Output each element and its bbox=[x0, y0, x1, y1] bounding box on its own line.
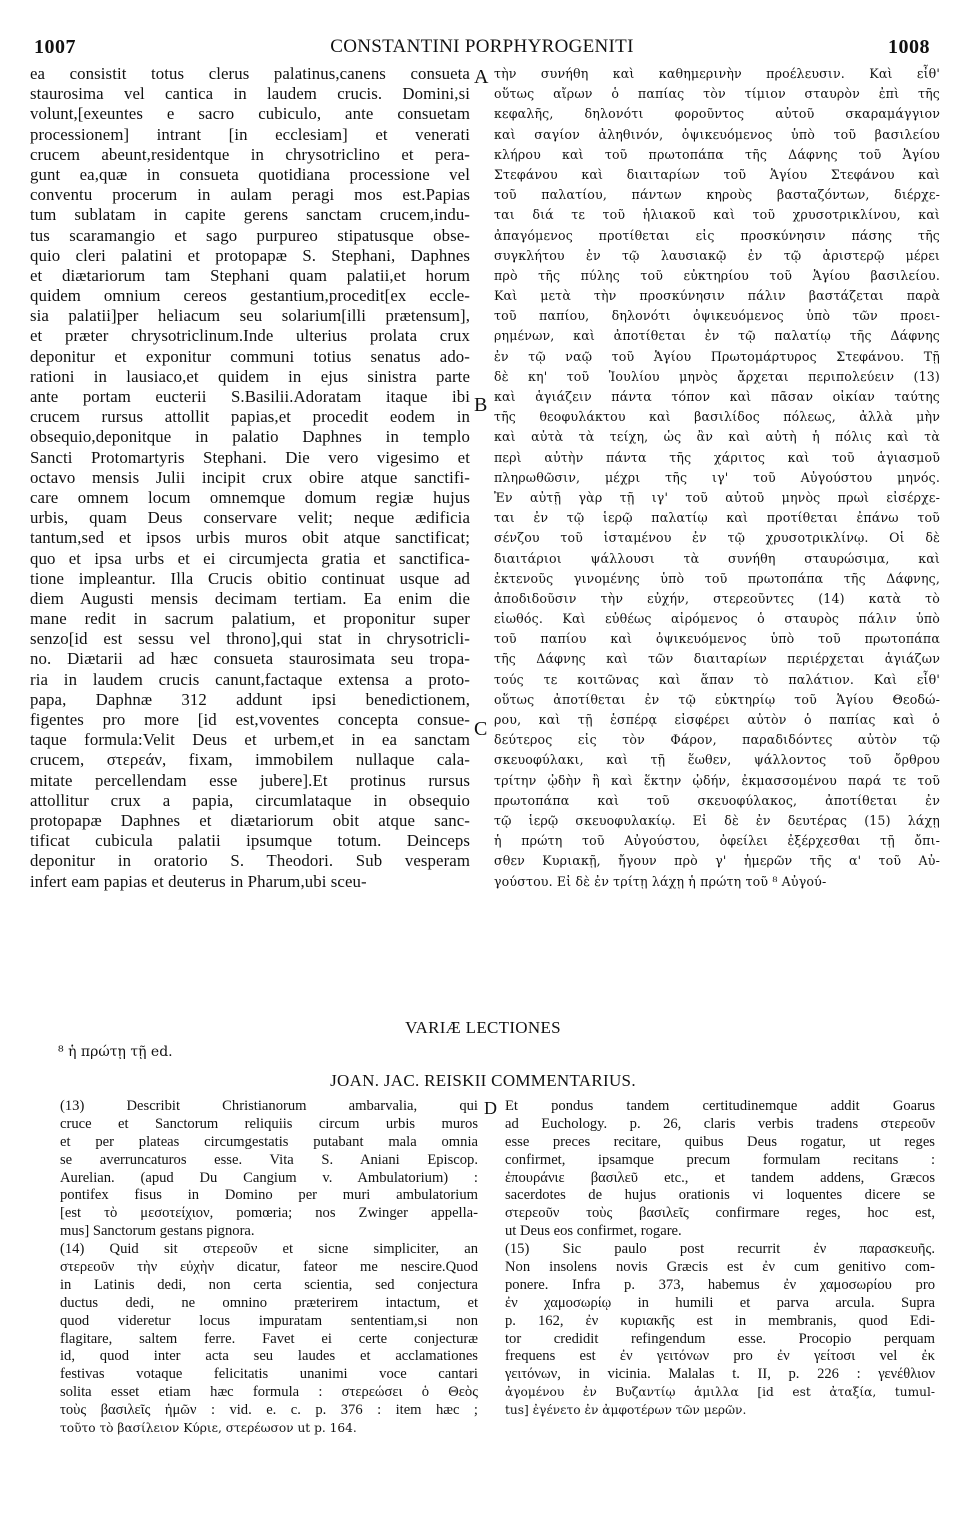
text-line: κλήρου καὶ τοῦ πρωτοπάπα τῆς Δάφνης τοῦ Ἁγίου bbox=[494, 146, 940, 162]
text-line: τρίτην ᾠδὴν ἢ καὶ ἕκτην ᾠδήν, ἐκμασσομένου παρά τε τοῦ bbox=[494, 772, 940, 788]
text-line: tificat cubicula palatii ipsumque totum. Deinceps bbox=[30, 831, 470, 851]
text-line: συγκλήτου ἐν τῷ λαυσιακῷ ἐν τῷ ἀριστερῷ μέρει bbox=[494, 247, 940, 263]
text-line: quo et ipsa urbs et ei circumjecta gratia et sanctifica- bbox=[30, 548, 470, 568]
text-line: δεύτερος εἰς τὸν Φάρον, παραδιδόντες αὐτὸν τῷ bbox=[494, 732, 940, 748]
text-line: καὶ σαγίον ἀληθινόν, ὀψικευόμενος ὑπὸ τοῦ βασιλείου bbox=[494, 126, 940, 142]
text-line: senzo[id est sessu vel throno],qui stat in chrysotricli- bbox=[30, 629, 470, 649]
latin-column bbox=[30, 64, 470, 892]
text-line: δὲ κη' τοῦ Ἰουλίου μηνὸς ἄρχεται περιπολεύειν (13) bbox=[494, 368, 940, 384]
text-line: et diætariorum tam Stephani quam palatii,et horum bbox=[30, 265, 470, 285]
text-line: urbis, quam Deus conservare velit; neque ædificia bbox=[30, 508, 470, 528]
text-line: mitate percellendam esse jubere].Et protinus rursus bbox=[30, 770, 470, 790]
text-line: flagitare, saltem ferre. Favet ei certe conjecturæ bbox=[60, 1330, 478, 1347]
text-line: τοῦ παλατίου, πάντων κηροὺς βασταζόντων, διέρχε- bbox=[494, 187, 940, 203]
text-line: in Latinis dedi, non certa scientia, sed conjectura bbox=[60, 1276, 478, 1293]
text-line: deponitur et exponitur communi totius senatus ado- bbox=[30, 346, 470, 366]
text-line: protopapæ Daphnes et diætariorum obit atque sanc- bbox=[30, 810, 470, 830]
text-line: ρημένων, καὶ ἀποτίθεται ἐν τῷ παλατίῳ τῆς Δάφνης bbox=[494, 328, 940, 344]
text-line: τοὺς βασιλεῖς ἡμῶν : vid. e. c. p. 376 : item hæc ; bbox=[60, 1402, 478, 1419]
text-line: ρου, καὶ τῇ ἑσπέρᾳ εἰσφέρει αὐτὸν ὁ παπίας καὶ ὁ bbox=[494, 712, 940, 727]
text-line: πρὸ τῆς πύλης τοῦ εὐκτηρίου τοῦ Ἁγίου βασιλείου. bbox=[494, 267, 940, 283]
text-line: Et pondus tandem certitudinemque addit Goarus bbox=[505, 1098, 935, 1114]
text-line: γούστου. Εἰ δὲ ἐν τρίτῃ λάχῃ ἡ πρώτη τοῦ ⁸ Αὐγού- bbox=[494, 873, 827, 889]
text-line: processionem] intrant [in ecclesiam] et venerati bbox=[30, 124, 470, 144]
text-line: confirmet, ipsamque precum formulam recitans : bbox=[505, 1151, 935, 1168]
text-line: et præter chrysotriclinum.Inde ulterius prolata crux bbox=[30, 326, 470, 346]
page-number-right: 1008 bbox=[888, 36, 930, 58]
text-line: gunt ea,quæ in consueta quotidiana processione vel bbox=[30, 164, 470, 184]
text-line: ea consistit totus clerus palatinus,canens consueta bbox=[30, 64, 470, 83]
text-line: ἐν τῷ ναῷ τοῦ Ἁγίου Πρωτομάρτυρος Στεφάνου. Τῇ bbox=[494, 348, 940, 364]
text-line: ἐν χαμοσωρίῳ in humili et parva arcula. Supra bbox=[505, 1294, 935, 1311]
text-line: (14) Quid sit στερεοῦν et sicne simpliciter, an bbox=[60, 1241, 478, 1258]
text-line: quio cleri palatini et protopapæ S. Stephani, Daphnes bbox=[30, 245, 470, 265]
text-line: καὶ ἁγιάζειν πάντα τόπον καὶ πᾶσαν οἰκίαν ταύτης bbox=[494, 389, 940, 404]
text-line: id, quod inter acta seu laudes et acclamationes bbox=[60, 1348, 478, 1365]
text-line: p. 162, ἐν κυριακῆς est in membranis, quod Edi- bbox=[505, 1312, 935, 1329]
text-line: τὴν συνήθη καὶ καθημερινὴν προέλευσιν. Καὶ εἶθ' bbox=[494, 66, 940, 81]
text-line: no. Diætarii ad hæc consueta staurosimata seu tropa- bbox=[30, 649, 470, 669]
text-line: ante portam eucterii S.Basilii.Adoratam itaque ibi bbox=[30, 387, 470, 406]
text-line: Στεφάνου καὶ διαιταρίων τοῦ Ἁγίου Στεφάνου καὶ bbox=[494, 166, 940, 182]
text-line: ἐπουράνιε βασιλεῦ etc., et tandem addens, Græcos bbox=[505, 1169, 935, 1186]
text-line: diem Augusti mensis decimam tertiam. Ea enim die bbox=[30, 588, 470, 608]
text-line: staurosima vel cantica in laudem crucis. Domini,si bbox=[30, 84, 470, 104]
text-line: Sancti Protomartyris Stephani. Die vero vigesimo et bbox=[30, 447, 470, 467]
text-line: [est τὸ μεσοτείχιον, pomœria; nos Zwinger appella- bbox=[60, 1205, 478, 1222]
text-line: στερεοῦν τὴν εὐχὴν dicatur, fateor me nescire.Quod bbox=[60, 1259, 478, 1276]
text-line: πρωτοπάπα καὶ τοῦ σκευοφύλακος, ἀποτίθεται ἐν bbox=[494, 792, 940, 808]
text-line: papa, Daphnæ 312 addunt ipsi benedictionem, bbox=[30, 689, 470, 709]
text-line: festivas votaque felicitatis unanimi voce cantari bbox=[60, 1366, 478, 1383]
text-line: ἡ πρώτη τοῦ Αὐγούστου, ὀφείλει ἐξέρχεσθαι τῇ ὄπι- bbox=[494, 833, 940, 849]
text-line: τοῦ παπίου καὶ ὀψικευόμενος ὑπὸ τοῦ πρωτοπάπα bbox=[494, 631, 940, 647]
text-line: πληρωθῶσιν, μέχρι τῆς ιγ' τοῦ Αὐγούστου μηνός. bbox=[494, 469, 940, 485]
commentary-title: JOAN. JAC. REISKII COMMENTARIUS. bbox=[330, 1071, 636, 1090]
text-line: infert eam papias et deuterus in Pharum,ubi sceu- bbox=[30, 871, 367, 891]
text-line: attollitur crux a papia, circumlataque in obsequio bbox=[30, 790, 470, 810]
text-line: Aurelian. (apud Du Cangium v. Ambulatorium) : bbox=[60, 1169, 478, 1186]
text-line: tus] ἐγένετο ἐν ἀμφοτέρων τῶν μερῶν. bbox=[505, 1403, 747, 1418]
text-line: taque formula:Velit Deus et urbem,et in ea sanctam bbox=[30, 730, 470, 750]
text-line: σένζου τοῦ ἱσταμένου ἐν τῷ χρυσοτρικλίνῳ. Οἱ δὲ bbox=[494, 530, 940, 546]
text-line: καὶ αὐτὰ τὰ τείχη, ὡς ἂν καὶ αὐτὴ ἡ πόλις καὶ τὰ bbox=[494, 429, 940, 445]
text-line: mane redit in sacrum palatium, et proponitur super bbox=[30, 609, 470, 629]
text-line: quidem omnium cereos gestantium,procedit[ex eccle- bbox=[30, 286, 470, 306]
text-line: solita esset etiam hæc formula : στερεώσει ὁ Θεὸς bbox=[60, 1384, 478, 1401]
text-line: ad Euchology. p. 26, claris verbis tradens στερεοῦν bbox=[505, 1115, 935, 1132]
section-marker-d: D bbox=[484, 1098, 497, 1118]
running-title: CONSTANTINI PORPHYROGENITI bbox=[330, 36, 634, 57]
text-line: οὕτως αἴρων ὁ παπίας τὸν τίμιον σταυρὸν ἐπὶ τῆς bbox=[494, 86, 940, 102]
text-line: ductus dedi, ne omnino præterirem intactum, et bbox=[60, 1294, 478, 1311]
text-line: ἀγομένου ἐν Βυζαντίῳ ἁμιλλα [id est ἀταξία, tumul- bbox=[505, 1385, 935, 1400]
text-line: tantum,sed et ipsos urbis muros obit atque sanctificat; bbox=[30, 528, 470, 548]
text-line: διαιτάριοι ψάλλουσι τὰ συνήθη σταυρώσιμα, καὶ bbox=[494, 550, 940, 566]
text-line: obsequio,deponitque in palatio Daphnes in templo bbox=[30, 427, 470, 447]
text-line: conventu procerum in aulam peragi mos est.Papias bbox=[30, 185, 470, 205]
variae-lectiones-title: VARIÆ LECTIONES bbox=[405, 1018, 561, 1037]
text-line: ται διά τε τοῦ ἡλιακοῦ καὶ τοῦ χρυσοτρικλίνου, καὶ bbox=[494, 207, 940, 223]
text-line: crucem abeunt,residentque in chrysotriclino et pera- bbox=[30, 144, 470, 164]
text-line: εἰωθός. Καὶ εὐθέως αἰρόμενος ὁ σταυρὸς πάλιν ὑπὸ bbox=[494, 611, 940, 627]
page-number-left: 1007 bbox=[34, 36, 76, 58]
text-line: tione impleantur. Illa Crucis obitio continuat usque ad bbox=[30, 568, 470, 588]
text-line: ται ἐν τῷ ἱερῷ παλατίῳ καὶ προτίθεται ἐπάνω τοῦ bbox=[494, 510, 940, 526]
text-line: esse preces recitare, quibus Deus rogatur, ut reges bbox=[505, 1133, 935, 1150]
text-line: quod videretur locus impuratam sententiam,si non bbox=[60, 1312, 478, 1329]
text-line: στερεοῦν τοὺς βασιλεῖς confirmare reges, hoc est, bbox=[505, 1205, 935, 1222]
text-line: περὶ αὐτὴν πάντα τῆς χάριτος καὶ τοῦ ἁγιασμοῦ bbox=[494, 449, 940, 465]
text-line: Καὶ μετὰ τὴν προσκύνησιν πάλιν βαστάζεται παρὰ bbox=[494, 288, 940, 304]
variae-lectiones-note: ⁸ ἡ πρώτῃ τῇ ed. bbox=[58, 1044, 173, 1060]
text-line: ἀπαγόμενος προτίθεται εἰς προσκύνησιν πάσης τῆς bbox=[494, 227, 940, 243]
text-line: tum sublatam in capite gerens sanctam crucem,indu- bbox=[30, 205, 470, 225]
text-line: τῆς Δάφνης καὶ τῶν διαιταρίων περιέρχεται ἁγιάζων bbox=[494, 651, 940, 667]
section-marker-b: B bbox=[474, 394, 488, 416]
section-marker-a: A bbox=[474, 66, 489, 88]
commentary-left-column bbox=[60, 1098, 478, 1438]
text-line: σκευοφύλακι, καὶ τῇ ἕωθεν, ψάλλοντος τοῦ ὄρθρου bbox=[494, 752, 940, 768]
text-line: sia palatii]per heliacum seu solarium[illi prætensum], bbox=[30, 306, 470, 326]
text-line: rationi in lausiaco,et quidem in ejus sinistra parte bbox=[30, 366, 470, 386]
text-line: (15) Sic paulo post recurrit ἐν παρασκευῆς. bbox=[505, 1241, 935, 1258]
commentary-right-column bbox=[505, 1098, 935, 1420]
text-line: κεφαλῆς, δηλονότι φοροῦντος αὐτοῦ σκαραμάγγιον bbox=[494, 106, 940, 122]
text-line: Non insolens novis Græcis est ἐν cum genitivo com- bbox=[505, 1259, 935, 1276]
text-line: Ἐν αὐτῇ γὰρ τῇ ιγ' τοῦ αὐτοῦ μηνὸς πρωὶ εἰσέρχε- bbox=[494, 489, 940, 505]
text-line: ἐκτενοῦς γινομένης ὑπὸ τοῦ πρωτοπάπα τῆς Δάφνης, bbox=[494, 570, 940, 586]
text-line: volunt,[exeuntes e sacro cubiculo, ante consuetam bbox=[30, 104, 470, 124]
text-line: frequens est ἐν γειτόνων pro ἐν γείτοσι vel ἐκ bbox=[505, 1348, 935, 1365]
text-line: tor credidit refingendum esse. Procopio perquam bbox=[505, 1330, 935, 1347]
text-line: γειτόνων, in vicinia. Malalas t. II, p. 226 : γενέθλιον bbox=[505, 1366, 935, 1383]
text-line: τῷ ἱερῷ σκευοφυλακίῳ. Εἰ δὲ ἐν δευτέρας (15) λάχῃ bbox=[494, 812, 940, 828]
page-header bbox=[34, 36, 930, 60]
text-line: ponere. Infra p. 373, habemus ἐν χαμοσωρίου pro bbox=[505, 1276, 935, 1293]
section-marker-c: C bbox=[474, 718, 488, 740]
text-line: cruce et Sanctorum reliquiis circum urbis muros bbox=[60, 1115, 478, 1132]
text-line: deponitur in oratorio S. Theodori. Sub vesperam bbox=[30, 851, 470, 871]
text-line: pontifex fisus in Domino per muri ambulatorium bbox=[60, 1187, 478, 1204]
text-line: et per plateas circumgestatis putabant mala omnia bbox=[60, 1133, 478, 1150]
text-line: σθεν Κυριακῇ, ἤγουν πρὸ γ' ἡμερῶν τῆς α' τοῦ Αὐ- bbox=[494, 853, 940, 869]
text-line: crucem, στερεάν, fixam, immobilem nullaque cala- bbox=[30, 750, 470, 770]
text-line: ἀποδιδοῦσιν τὴν εὐχήν, στερεοῦντες (14) κατὰ τὸ bbox=[494, 590, 940, 606]
text-line: τοῦ παπίου, δηλονότι ὀψικευόμενος ὑπὸ τῶν προει- bbox=[494, 308, 940, 324]
text-line: ria in laudem crucis canunt,factaque extensa a proto- bbox=[30, 669, 470, 689]
text-line: οὕτως ἀποτίθεται ἐν τῷ εὐκτηρίῳ τοῦ Ἁγίου Θεοδώ- bbox=[494, 691, 940, 707]
text-line: figentes pro more [id est,voventes concepta consue- bbox=[30, 710, 470, 729]
text-line: τοῦτο τὸ βασίλειον Κύριε, στερέωσον ut p. 164. bbox=[60, 1421, 357, 1436]
text-line: tus scaramangio et sago purpureo stipatusque obse- bbox=[30, 225, 470, 245]
text-line: se averruncaturos esse. Vita S. Aniani Episcop. bbox=[60, 1151, 478, 1168]
text-line: care omnem locum omnemque domum regiæ hujus bbox=[30, 487, 470, 507]
text-line: ut Deus eos confirmet, rogare. bbox=[505, 1223, 682, 1240]
text-line: mus] Sanctorum gestans pignora. bbox=[60, 1223, 255, 1240]
text-line: τούς τε κοιτῶνας καὶ ἅπαν τὸ παλάτιον. Καὶ εἶθ' bbox=[494, 671, 940, 687]
text-line: octavo mensis Julii incipit crux obire atque sanctifi- bbox=[30, 467, 470, 487]
text-line: sacerdotes de hujus orationis vi loquentes dicere se bbox=[505, 1187, 935, 1204]
greek-column bbox=[494, 64, 940, 892]
text-line: (13) Describit Christianorum ambarvalia, qui bbox=[60, 1098, 478, 1114]
text-line: τῆς θεοφυλάκτου καὶ βασιλίδος πόλεως, ἀλλὰ μὴν bbox=[494, 409, 940, 425]
text-line: crucem rursus attollit papias,et procedit eodem in bbox=[30, 407, 470, 427]
